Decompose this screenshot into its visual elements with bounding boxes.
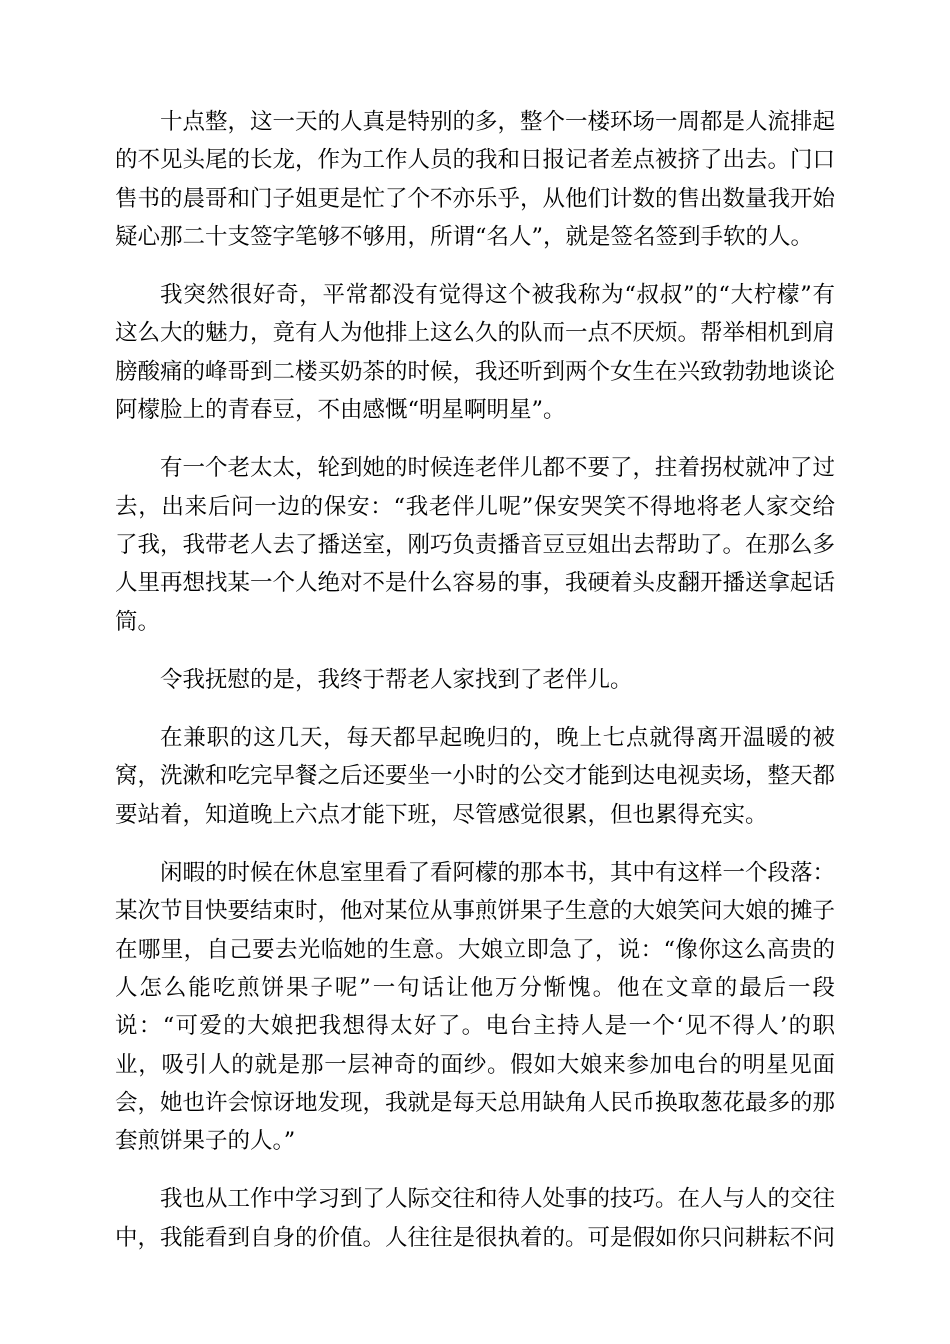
paragraph-4: 令我抚慰的是，我终于帮老人家找到了老伴儿。 xyxy=(160,666,633,693)
paragraph-1: 十点整，这一天的人真是特别的多，整个一楼环场一周都是人流排起的不见头尾的长龙，作为工作人员的我和日报记者差点被挤了出去。门口售书的晨哥和门子姐更是忙了个不亦乐乎，从他们计数的售出数量我开始疑心那二十支签字笔够不够用，所谓“名人”，就是签名签到手软的人。 xyxy=(115,109,836,250)
paragraph-7: 我也从工作中学习到了人际交往和待人处事的技巧。在人与人的交往中，我能看到自身的价值。人往往是很执着的。可是假如你只问耕耘不问 xyxy=(115,1186,836,1251)
document-page xyxy=(115,103,835,1277)
paragraph-2: 我突然很好奇，平常都没有觉得这个被我称为“叔叔”的“大柠檬”有这么大的魅力，竟有人为他排上这么久的队而一点不厌烦。帮举相机到肩膀酸痛的峰哥到二楼买奶茶的时候，我还听到两个女生在兴致勃勃地谈论阿檬脸上的青春豆，不由感慨“明星啊明星”。 xyxy=(115,282,836,424)
paragraph-5: 在兼职的这几天，每天都早起晚归的，晚上七点就得离开温暖的被窝，洗漱和吃完早餐之后还要坐一小时的公交才能到达电视卖场，整天都要站着，知道晚上六点才能下班，尽管感觉很累，但也累得充实。 xyxy=(115,725,836,828)
paragraph-3: 有一个老太太，轮到她的时候连老伴儿都不要了，拄着拐杖就冲了过去，出来后问一边的保安：“我老伴儿呢”保安哭笑不得地将老人家交给了我，我带老人去了播送室，刚巧负责播音豆豆姐出去帮助了。在那么多人里再想找某一个人绝对不是什么容易的事，我硬着头皮翻开播送拿起话筒。 xyxy=(115,455,836,635)
paragraph-6: 闲暇的时候在休息室里看了看阿檬的那本书，其中有这样一个段落：某次节目快要结束时，他对某位从事煎饼果子生意的大娘笑问大娘的摊子在哪里，自己要去光临她的生意。大娘立即急了，说：“像你这么高贵的人怎么能吃煎饼果子呢”一句话让他万分惭愧。他在文章的最后一段说：“可爱的大娘把我想得太好了。电台主持人是一个‘见不得人’的职业，吸引人的就是那一层神奇的面纱。假如大娘来参加电台的明星见面会，她也许会惊讶地发现，我就是每天总用缺角人民币换取葱花最多的那套煎饼果子的人。” xyxy=(115,860,836,1155)
